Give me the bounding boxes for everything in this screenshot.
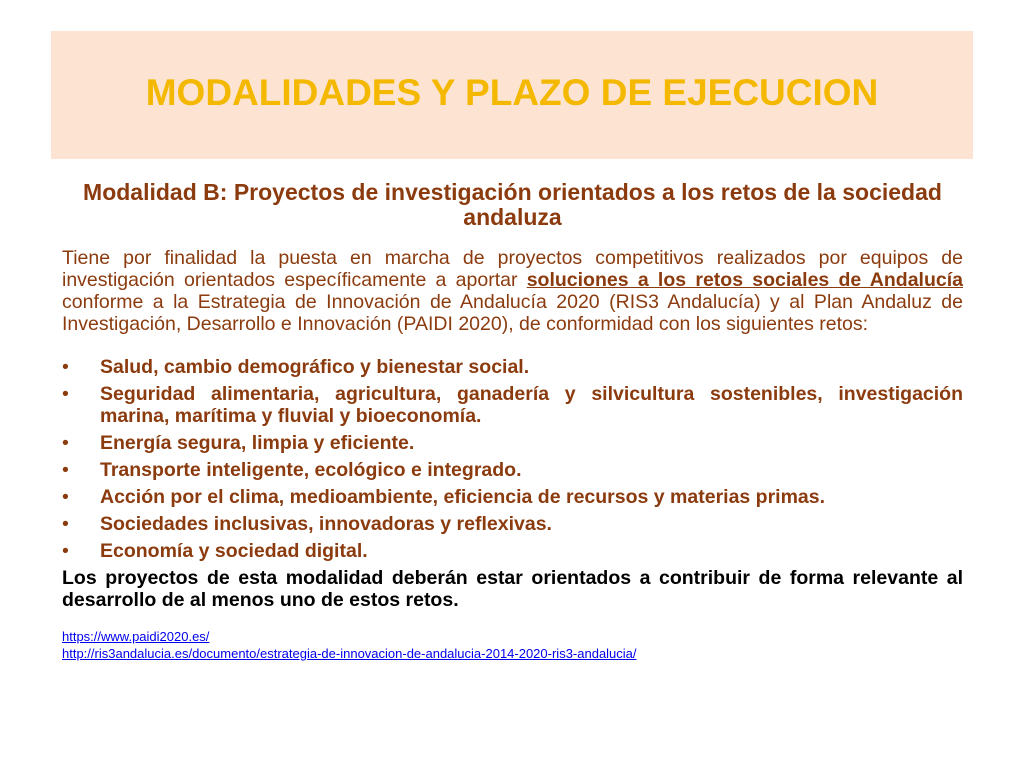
bullet-icon: • bbox=[62, 356, 69, 378]
reto-text: Economía y sociedad digital. bbox=[100, 540, 368, 562]
bullet-icon: • bbox=[62, 383, 69, 405]
intro-text-part1: Tiene por finalidad la puesta en marcha de proyectos competitivos realizados por equipos de investigación orientados específicamente a aportar bbox=[62, 247, 963, 291]
list-item bbox=[62, 513, 963, 535]
link-ris3andalucia[interactable]: http://ris3andalucia.es/documento/estrategia-de-innovacion-de-andalucia-2014-2020-ris3-andalucia/ bbox=[62, 646, 637, 661]
intro-text-part2: conforme a la Estrategia de Innovación de Andalucía 2020 (RIS3 Andalucía) y al Plan Andaluz de Investigación, Desarrollo e Innovación (PAIDI 2020), de conformidad con los siguientes retos: bbox=[62, 291, 963, 335]
list-item bbox=[62, 459, 963, 481]
list-item bbox=[62, 356, 963, 378]
reference-links bbox=[62, 628, 963, 662]
reto-text: Energía segura, limpia y eficiente. bbox=[100, 432, 415, 454]
intro-highlight: soluciones a los retos sociales de Andalucía bbox=[526, 269, 963, 291]
slide-title: MODALIDADES Y PLAZO DE EJECUCION bbox=[145, 72, 879, 113]
reto-text: Acción por el clima, medioambiente, eficiencia de recursos y materias primas. bbox=[100, 486, 826, 508]
list-item bbox=[62, 486, 963, 508]
reto-text: Seguridad alimentaria, agricultura, ganadería y silvicultura sostenibles, investigación marina, marítima y fluvial y bioeconomía. bbox=[100, 383, 963, 427]
link-paidi2020[interactable]: https://www.paidi2020.es/ bbox=[62, 629, 210, 644]
slide-content bbox=[62, 180, 963, 662]
closing-paragraph: Los proyectos de esta modalidad deberán estar orientados a contribuir de forma relevante al desarrollo de al menos uno de estos retos. bbox=[62, 567, 963, 611]
slide-subtitle: Modalidad B: Proyectos de investigación orientados a los retos de la sociedad andaluza bbox=[83, 179, 942, 230]
bullet-icon: • bbox=[62, 459, 69, 481]
reto-text: Sociedades inclusivas, innovadoras y reflexivas. bbox=[100, 513, 552, 535]
bullet-icon: • bbox=[62, 432, 69, 454]
list-item bbox=[62, 540, 963, 562]
list-item bbox=[62, 432, 963, 454]
title-band bbox=[51, 31, 973, 159]
intro-paragraph bbox=[62, 247, 963, 335]
bullet-icon: • bbox=[62, 540, 69, 562]
bullet-icon: • bbox=[62, 513, 69, 535]
retos-list bbox=[62, 356, 963, 562]
list-item bbox=[62, 383, 963, 427]
reto-text: Salud, cambio demográfico y bienestar social. bbox=[100, 356, 530, 378]
bullet-icon: • bbox=[62, 486, 69, 508]
reto-text: Transporte inteligente, ecológico e integrado. bbox=[100, 459, 522, 481]
